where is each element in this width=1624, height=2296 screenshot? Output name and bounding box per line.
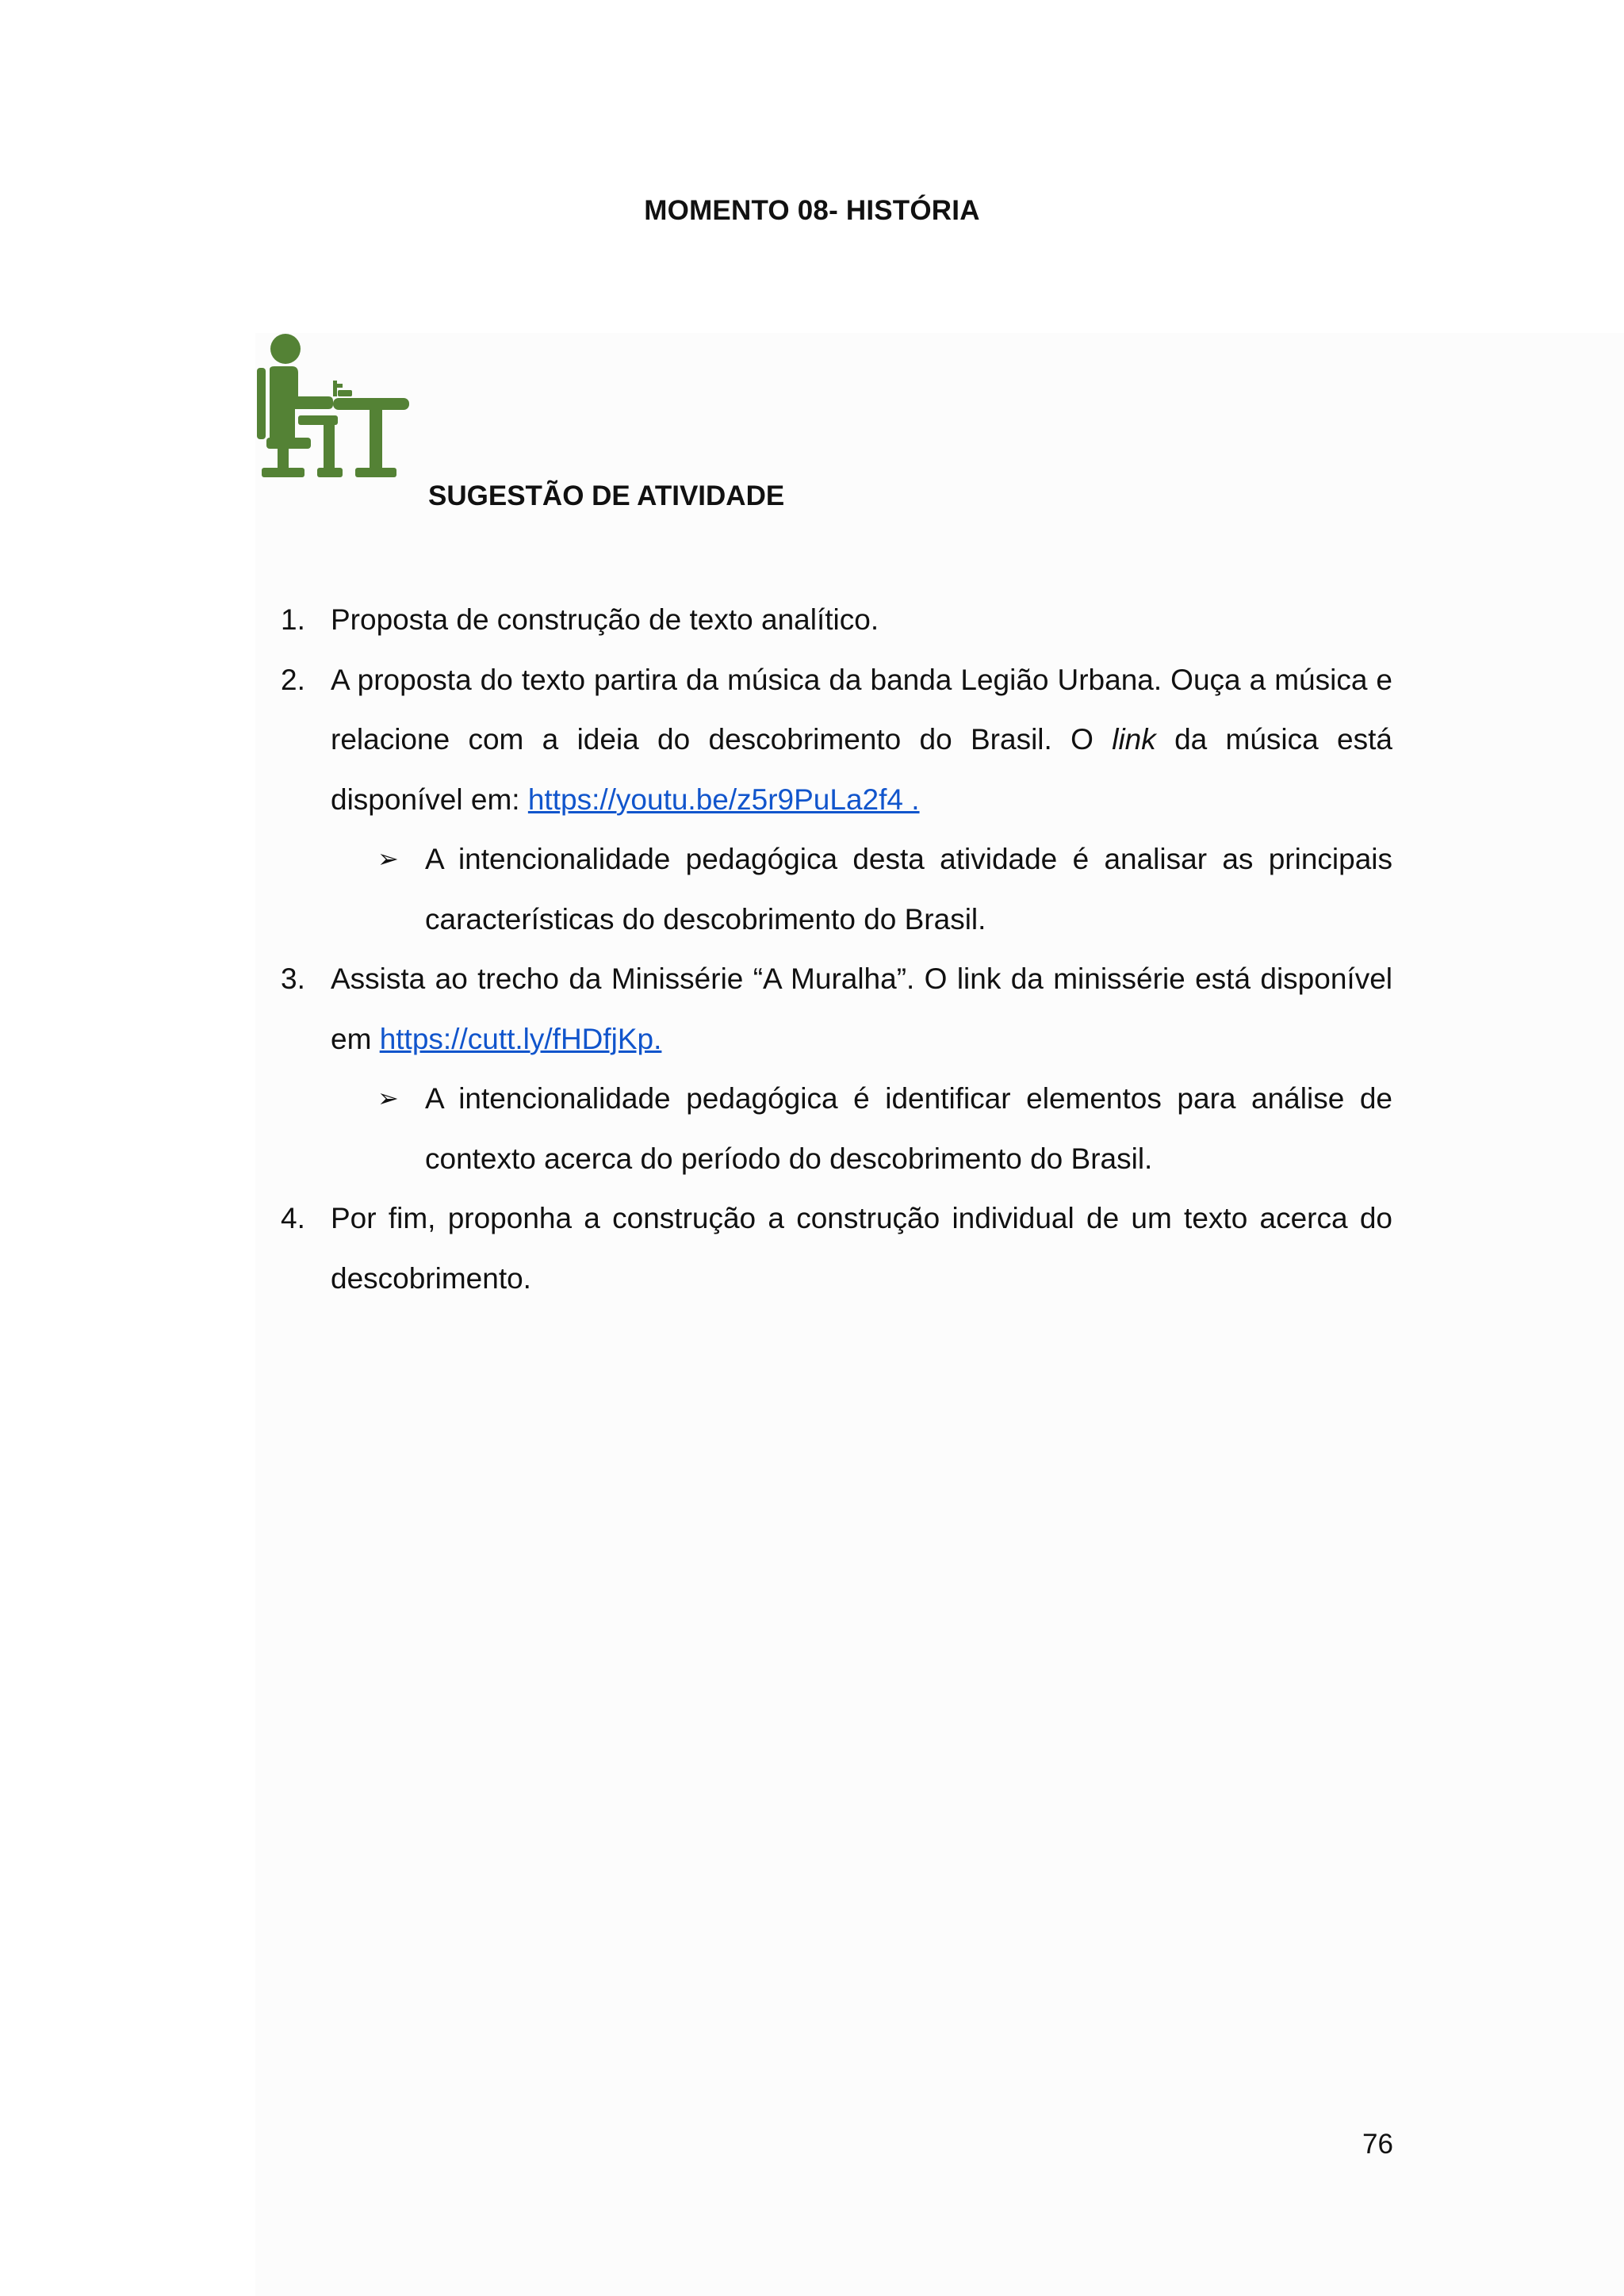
item-text: Assista ao trecho da Minissérie “A Muralha”. O link da minissérie está disponível em — [331, 962, 1392, 1055]
sub-bullet-text: A intencionalidade pedagógica desta atividade é analisar as principais características do descobrimento do Brasil. — [425, 843, 1392, 936]
list-item — [281, 650, 1392, 830]
youtube-link[interactable]: https://youtu.be/z5r9PuLa2f4 . — [527, 783, 920, 816]
arrow-bullet-icon: ➢ — [377, 1084, 399, 1112]
section-heading: SUGESTÃO DE ATIVIDADE — [428, 480, 785, 511]
activity-list — [281, 590, 1392, 1308]
page-title: MOMENTO 08- HISTÓRIA — [644, 195, 980, 226]
item-text: Por fim, proponha a construção a construção individual de um texto acerca do descobrimento. — [331, 1202, 1392, 1295]
item-number: 4. — [281, 1202, 305, 1234]
italic-link-word: link — [1112, 723, 1156, 756]
cutt-ly-link[interactable]: https://cutt.ly/fHDfjKp. — [379, 1022, 662, 1055]
item-text: Proposta de construção de texto analítico. — [331, 603, 879, 636]
sub-bullet-item — [377, 829, 1392, 949]
person-at-desk-icon — [251, 331, 409, 484]
sub-bullet-text: A intencionalidade pedagógica é identificar elementos para análise de contexto acerca do período do descobrimento do Brasil. — [425, 1082, 1392, 1175]
arrow-bullet-icon: ➢ — [377, 844, 399, 873]
item-number: 1. — [281, 603, 305, 636]
page-number: 76 — [1362, 2129, 1393, 2160]
item-number: 3. — [281, 962, 305, 995]
sub-bullet-item — [377, 1069, 1392, 1188]
list-item — [281, 949, 1392, 1069]
item-text: da música está disponível em: — [331, 723, 1392, 816]
list-item — [281, 590, 1392, 650]
list-item — [281, 1188, 1392, 1308]
item-number: 2. — [281, 663, 305, 696]
item-text: A proposta do texto partira da música da banda Legião Urbana. Ouça a música e relacione com a ideia do descobrimento do Brasil. O — [331, 663, 1392, 756]
